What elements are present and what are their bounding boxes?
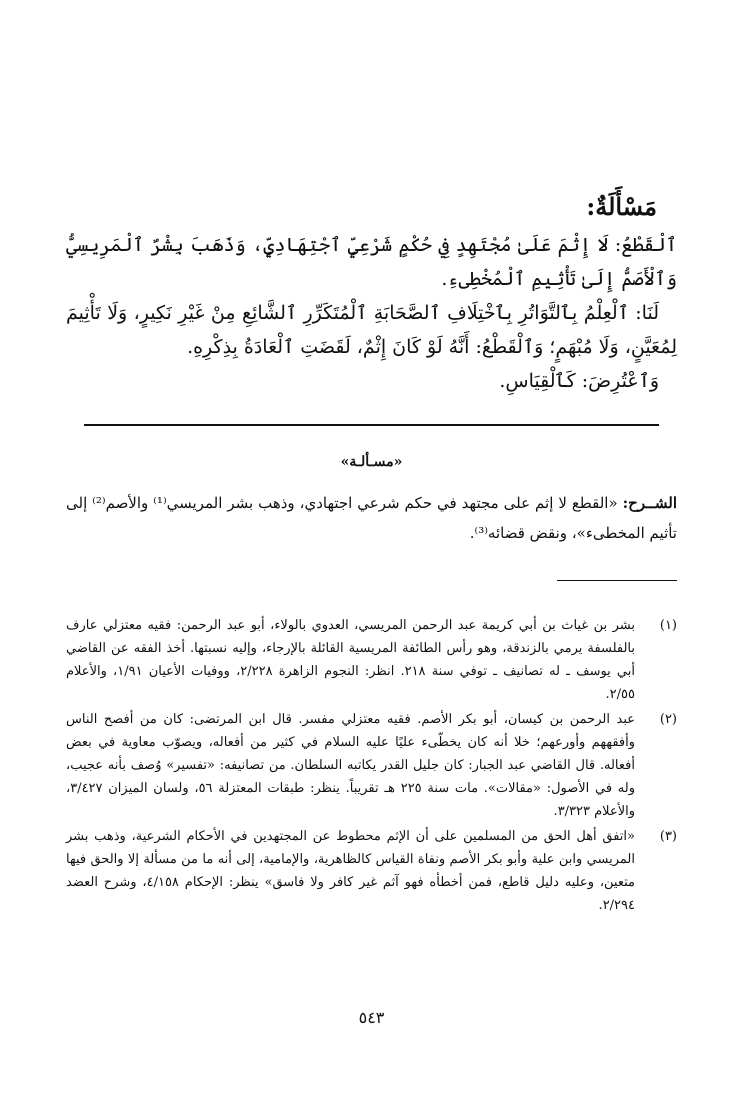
sharh-heading: «مسـألـة»	[340, 454, 403, 470]
footnote-number: (١)	[659, 618, 677, 633]
footnote-divider	[557, 580, 677, 581]
sharh-text	[66, 488, 677, 548]
page-number: ٥٤٣	[358, 1008, 385, 1027]
sharh-lead: الشــرح:	[622, 494, 677, 512]
footnote-text: «اتفق أهل الحق من المسلمين على أن الإثم محطوط عن المجتهدين في الأحكام الشرعية، وذهب بشر المريسي وابن علية وأبو بكر الأصم ونفاة القياس كالظاهرية، والإمامية، إلى أنه ما من مسألة إلا والحق فيها متعين، وعليه دليل قاطع، فمن أخطأه فهو آثم غير كافر ولا فاسق» ينظر: الإحكام ٤/١٥٨، وشرح العضد ٢/٢٩٤.	[66, 829, 635, 913]
footnote	[66, 708, 677, 823]
matn-paragraph: وَٱعْتُرِضَ: كَٱلْقِيَاسِ.	[499, 370, 659, 392]
footnote	[66, 614, 677, 706]
footnote-number: (٢)	[659, 712, 677, 727]
matn-paragraph: ٱلْقَطْعُ: لَا إِثْمَ عَلَىٰ مُجْتَهِدٍ فِي حُكْمٍ شَرْعِيٍّ ٱجْتِهَادِيٍّ، وَذَهَبَ بِشْرٌ ٱلْمَرِيسِيُّ وَٱلْأَصَمُّ إِلَىٰ تَأْثِيمِ ٱلْمُخْطِىءِ.	[66, 234, 677, 290]
footnote-text: عبد الرحمن بن كيسان، أبو بكر الأصم. فقيه معتزلي مفسر. قال ابن المرتضى: كان من أفصح الناس وأفقههم وأورعهم؛ خلا أنه كان يخطّىء عليًا عليه السلام في كثير من أفعاله، ويصوّب معاوية في بعض أفعاله. قال القاضي عبد الجبار: كان جليل القدر يكاتبه السلطان. من تصانيفه: «تفسير» وُصف بأنه عجيب، وله في الأصول: «مقالات». مات سنة ٢٢٥ هـ تقريباً. ينظر: طبقات المعتزلة ٥٦، ولسان الميزان ٣/٤٢٧، والأعلام ٣/٣٢٣.	[66, 712, 635, 819]
footnote	[66, 825, 677, 917]
matn-heading: مَسْأَلَةٌ:	[586, 192, 657, 221]
footnote-text: بشر بن غياث بن أبي كريمة عبد الرحمن المريسي، العدوي بالولاء، أبو عبد الرحمن: فقيه معتزلي عارف بالفلسفة يرمي بالزندقة، وهو رأس الطائفة المريسية القائلة بالإرجاء، وإليه نسبتها. أخذ الفقه عن القاضي أبي يوسف ـ له تصانيف ـ توفي سنة ٢١٨. انظر: النجوم الزاهرة ٢/٢٢٨، ووفيات الأعيان ١/٩١، والأعلام ٢/٥٥.	[66, 618, 635, 702]
footnote-number: (٣)	[659, 829, 677, 844]
sharh-body: «القطع لا إثم على مجتهد في حكم شرعي اجتهادي، وذهب بشر المريسي⁽¹⁾ والأصم⁽²⁾ إلى تأثيم المخطىء»، ونقض قضائه⁽³⁾.	[66, 494, 677, 542]
matn-text	[66, 228, 677, 398]
matn-paragraph: لَنَا: ٱلْعِلْمُ بِٱلتَّوَاتُرِ بِٱخْتِلَافِ ٱلصَّحَابَةِ ٱلْمُتَكَرِّرِ ٱلشَّائِعِ مِنْ غَيْرِ نَكِيرٍ، وَلَا تَأْثِيمَ لِمُعَيَّنٍ، وَلَا مُبْهَمٍ؛ وَٱلْقَطْعُ: أَنَّهُ لَوْ كَانَ إِثْمٌ، لَقَضَتِ ٱلْعَادَةُ بِذِكْرِهِ.	[66, 302, 677, 358]
footnotes	[66, 614, 677, 919]
section-divider	[84, 424, 659, 426]
